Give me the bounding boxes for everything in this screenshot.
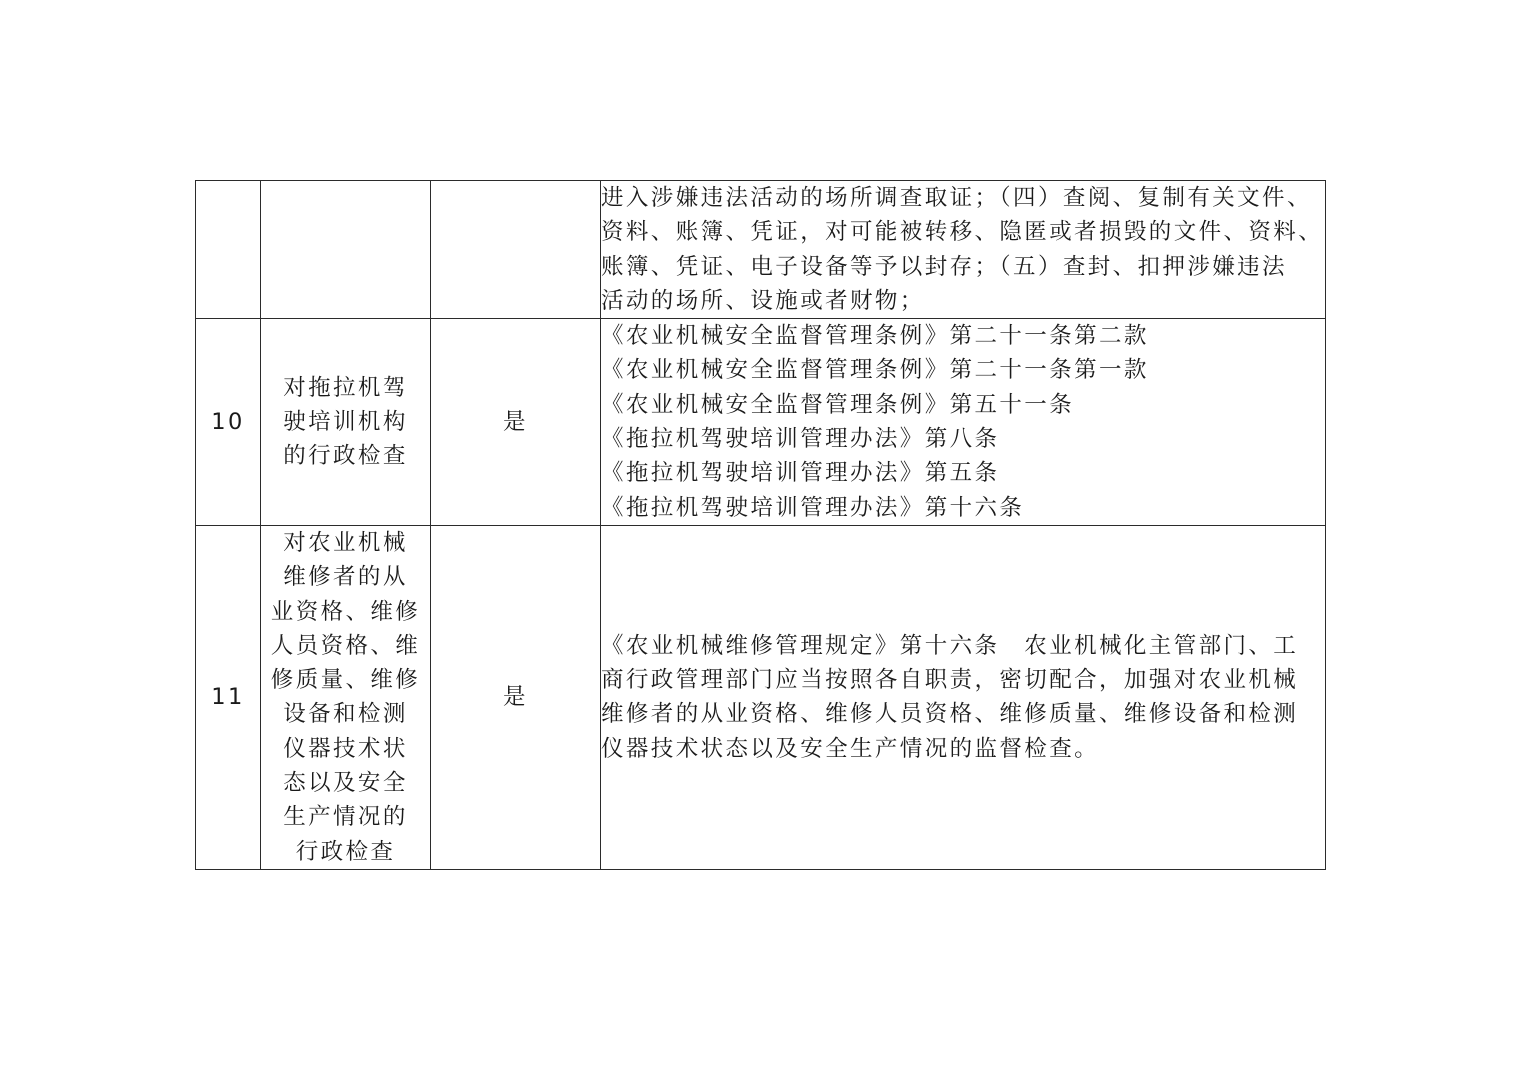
basis-line: 《农业机械维修管理规定》第十六条 农业机械化主管部门、工	[601, 632, 1299, 659]
table-row-11	[196, 525, 1326, 869]
inspection-items-table	[195, 180, 1326, 870]
item-name-cell	[261, 525, 431, 869]
basis-line: 账簿、凭证、电子设备等予以封存；（五）查封、扣押涉嫌违法	[601, 253, 1287, 280]
item-name-line: 行政检查	[295, 838, 396, 865]
item-name-line: 对农业机械	[283, 529, 408, 556]
legal-basis-cell	[601, 319, 1326, 526]
item-name-line: 业资格、维修	[270, 598, 421, 625]
table-row-continuation	[196, 181, 1326, 319]
legal-basis-cell	[601, 181, 1326, 319]
basis-line: 《农业机械安全监督管理条例》第五十一条	[601, 391, 1075, 418]
flag-cell: 是	[431, 525, 601, 869]
item-name-line: 态以及安全	[283, 770, 408, 797]
item-name-line: 维修者的从	[283, 564, 408, 591]
flag-cell: 是	[431, 319, 601, 526]
basis-line: 《农业机械安全监督管理条例》第二十一条第一款	[601, 357, 1149, 384]
basis-line: 《拖拉机驾驶培训管理办法》第五条	[601, 460, 1000, 487]
basis-line: 进入涉嫌违法活动的场所调查取证；（四）查阅、复制有关文件、	[601, 185, 1312, 211]
item-name-line: 修质量、维修	[270, 667, 421, 694]
table-row-10	[196, 319, 1326, 526]
item-name-line: 人员资格、维	[270, 632, 421, 659]
item-name-line: 生产情况的	[283, 804, 408, 831]
row-number-cell: 11	[196, 525, 261, 869]
basis-line: 《农业机械安全监督管理条例》第二十一条第二款	[601, 323, 1149, 350]
basis-line: 维修者的从业资格、维修人员资格、维修质量、维修设备和检测	[601, 701, 1299, 728]
legal-basis-cell	[601, 525, 1326, 869]
item-name-line: 设备和检测	[283, 701, 408, 728]
item-name-cell	[261, 319, 431, 526]
basis-line: 《拖拉机驾驶培训管理办法》第十六条	[601, 494, 1025, 521]
item-name-line: 驶培训机构	[283, 408, 408, 435]
item-name-line: 的行政检查	[283, 443, 408, 470]
item-name-line: 仪器技术状	[283, 735, 408, 762]
basis-line: 资料、账簿、凭证，对可能被转移、隐匿或者损毁的文件、资料、	[601, 219, 1324, 246]
item-name-line: 对拖拉机驾	[283, 374, 408, 401]
row-number-cell: 10	[196, 319, 261, 526]
basis-line: 《拖拉机驾驶培训管理办法》第八条	[601, 426, 1000, 453]
basis-line: 商行政管理部门应当按照各自职责，密切配合，加强对农业机械	[601, 667, 1299, 694]
row-number-cell	[196, 181, 261, 319]
basis-line: 仪器技术状态以及安全生产情况的监督检查。	[601, 735, 1100, 762]
basis-line: 活动的场所、设施或者财物；	[601, 287, 925, 314]
flag-cell	[431, 181, 601, 319]
item-name-cell	[261, 181, 431, 319]
